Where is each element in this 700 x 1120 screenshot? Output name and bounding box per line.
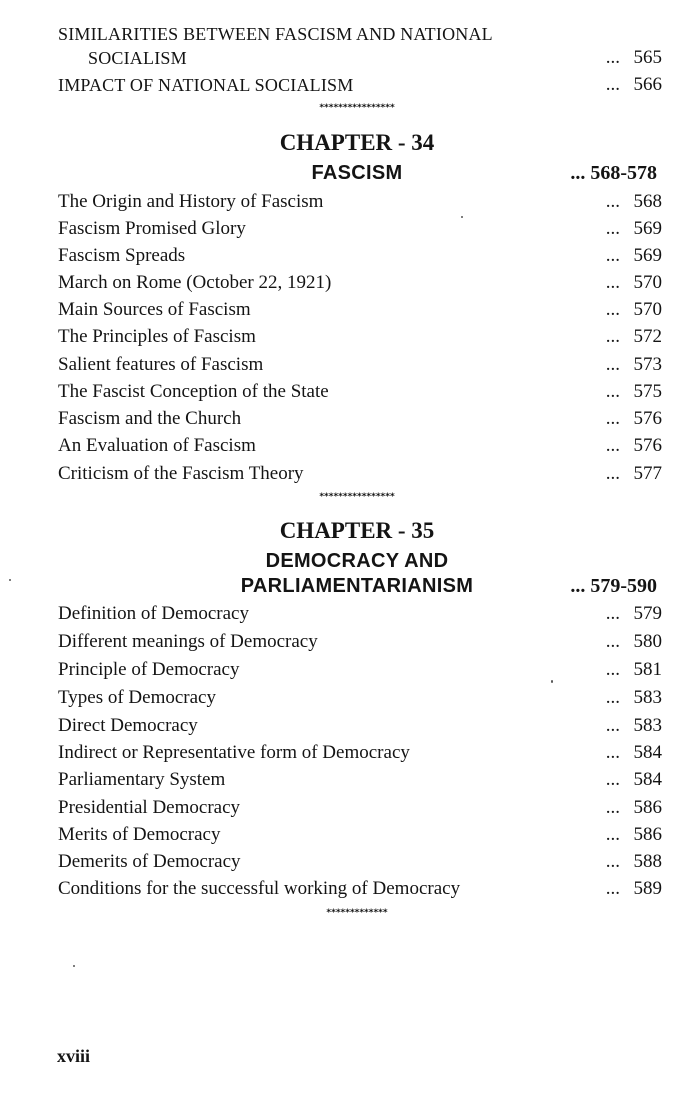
- leader-dots: ...: [605, 299, 620, 320]
- entry-title: The Principles of Fascism: [58, 326, 256, 347]
- leader-dots: ...: [605, 245, 620, 266]
- chapter-page-range: ... 568-578: [570, 162, 657, 184]
- leader-dots: ...: [605, 631, 620, 652]
- section-separator: ****************: [319, 103, 395, 113]
- entry-title: Direct Democracy: [58, 715, 198, 736]
- scan-speck: [551, 680, 553, 683]
- entry-title: Definition of Democracy: [58, 603, 249, 624]
- entry-title-continued: SOCIALISM: [88, 48, 187, 68]
- leader-dots: ...: [605, 381, 620, 402]
- entry-title: Presidential Democracy: [58, 797, 241, 818]
- leader-dots: ...: [605, 824, 620, 845]
- entry-title: Parliamentary System: [58, 769, 226, 790]
- entry-title: Main Sources of Fascism: [58, 299, 251, 320]
- page-number: 580: [633, 631, 662, 652]
- leader-dots: ...: [605, 742, 620, 763]
- page-number: 586: [633, 797, 662, 818]
- entry-title: Fascism Promised Glory: [58, 218, 246, 239]
- page-number: 572: [633, 326, 662, 347]
- leader-dots: ...: [605, 74, 620, 95]
- page-number: 583: [633, 687, 662, 708]
- section-separator: *************: [326, 908, 388, 918]
- scan-speck: [9, 579, 11, 581]
- entry-title: Demerits of Democracy: [58, 851, 241, 872]
- leader-dots: ...: [605, 47, 620, 68]
- chapter-heading: CHAPTER - 34: [279, 130, 435, 155]
- scan-speck: [461, 216, 463, 218]
- entry-title: Types of Democracy: [58, 687, 216, 708]
- leader-dots: ...: [605, 769, 620, 790]
- entry-title: Principle of Democracy: [58, 659, 240, 680]
- leader-dots: ...: [605, 354, 620, 375]
- page-number: 588: [633, 851, 662, 872]
- entry-title: Merits of Democracy: [58, 824, 221, 845]
- entry-title: Criticism of the Fascism Theory: [58, 463, 304, 484]
- entry-title: The Origin and History of Fascism: [58, 191, 324, 212]
- entry-title: Fascism Spreads: [58, 245, 186, 266]
- page-number: 573: [633, 354, 662, 375]
- chapter-title: FASCISM: [311, 162, 403, 184]
- leader-dots: ...: [605, 408, 620, 429]
- page-number: 583: [633, 715, 662, 736]
- leader-dots: ...: [605, 659, 620, 680]
- page-number: 579: [633, 603, 662, 624]
- page-number: 570: [633, 272, 662, 293]
- page-number: 569: [633, 245, 662, 266]
- page-number: 565: [633, 47, 662, 68]
- chapter-title-line2: PARLIAMENTARIANISM: [240, 575, 474, 597]
- entry-title: Conditions for the successful working of Democracy: [58, 878, 461, 899]
- entry-title: IMPACT OF NATIONAL SOCIALISM: [58, 75, 354, 95]
- page-number: 584: [633, 742, 662, 763]
- page-number: 576: [633, 435, 662, 456]
- entry-title: Indirect or Representative form of Democracy: [58, 742, 410, 763]
- scan-speck: [73, 965, 75, 967]
- page-folio: xviii: [57, 1046, 91, 1066]
- leader-dots: ...: [605, 878, 620, 899]
- page-number: 568: [633, 191, 662, 212]
- chapter-heading: CHAPTER - 35: [279, 518, 435, 543]
- leader-dots: ...: [605, 218, 620, 239]
- page-number: 576: [633, 408, 662, 429]
- page-number: 566: [633, 74, 662, 95]
- page-number: 570: [633, 299, 662, 320]
- entry-title: SIMILARITIES BETWEEN FASCISM AND NATIONAL: [58, 24, 493, 44]
- page-number: 581: [633, 659, 662, 680]
- entry-title: Fascism and the Church: [58, 408, 242, 429]
- entry-title: The Fascist Conception of the State: [58, 381, 329, 402]
- entry-title: March on Rome (October 22, 1921): [58, 272, 332, 293]
- entry-title: Salient features of Fascism: [58, 354, 264, 375]
- chapter-page-range: ... 579-590: [570, 575, 657, 597]
- leader-dots: ...: [605, 715, 620, 736]
- leader-dots: ...: [605, 687, 620, 708]
- page-number: 589: [633, 878, 662, 899]
- page-number: 569: [633, 218, 662, 239]
- chapter-title-line1: DEMOCRACY AND: [265, 550, 449, 572]
- entry-title: An Evaluation of Fascism: [58, 435, 256, 456]
- leader-dots: ...: [605, 797, 620, 818]
- leader-dots: ...: [605, 326, 620, 347]
- leader-dots: ...: [605, 191, 620, 212]
- page-number: 577: [633, 463, 662, 484]
- leader-dots: ...: [605, 851, 620, 872]
- page-number: 584: [633, 769, 662, 790]
- entry-title: Different meanings of Democracy: [58, 631, 318, 652]
- page-number: 586: [633, 824, 662, 845]
- leader-dots: ...: [605, 435, 620, 456]
- leader-dots: ...: [605, 272, 620, 293]
- leader-dots: ...: [605, 603, 620, 624]
- page-number: 575: [633, 381, 662, 402]
- leader-dots: ...: [605, 463, 620, 484]
- section-separator: ****************: [319, 492, 395, 502]
